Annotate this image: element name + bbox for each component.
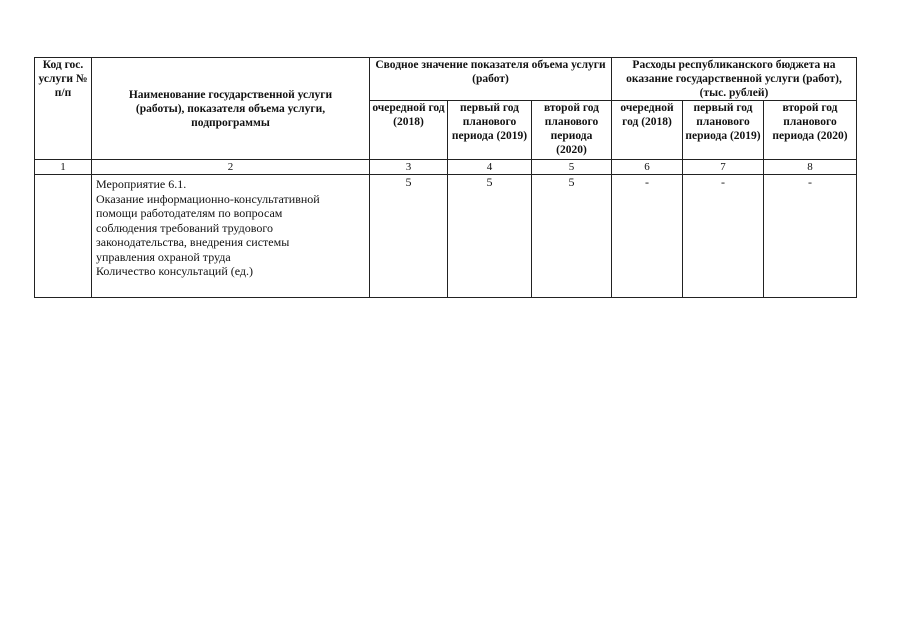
row-code [35, 175, 92, 298]
column-number: 3 [370, 160, 448, 175]
description-line: управления охраной труда [96, 249, 231, 264]
services-table [34, 57, 857, 298]
row-description [92, 175, 370, 298]
description-line: Оказание информационно-консультативной [96, 191, 320, 206]
column-number: 7 [683, 160, 764, 175]
value-expense-2019: - [683, 175, 764, 298]
header-volume-group: Сводное значение показателя объема услуги (работ) [370, 58, 612, 101]
value-volume-2018: 5 [370, 175, 448, 298]
column-number: 5 [532, 160, 612, 175]
column-number: 2 [92, 160, 370, 175]
value-volume-2020: 5 [532, 175, 612, 298]
column-number: 6 [612, 160, 683, 175]
header-expense-group: Расходы республиканского бюджета на оказание государственной услуги (работ), (тыс. рублей) [612, 58, 857, 101]
value-expense-2018: - [612, 175, 683, 298]
header-row-1 [35, 58, 857, 101]
header-volume-2019: первый год планового периода (2019) [448, 101, 532, 160]
description-line: соблюдения требований трудового [96, 220, 273, 235]
description-line: помощи работодателям по вопросам [96, 206, 283, 220]
header-expense-2020: второй год планового периода (2020) [764, 101, 857, 160]
header-code: Код гос. услуги № п/п [35, 58, 92, 160]
column-number-row [35, 160, 857, 175]
value-volume-2019: 5 [448, 175, 532, 298]
table-row [35, 175, 857, 298]
column-number: 4 [448, 160, 532, 175]
value-expense-2020: - [764, 175, 857, 298]
column-number: 1 [35, 160, 92, 175]
header-volume-2020: второй год планового периода (2020) [532, 101, 612, 160]
description-line: Мероприятие 6.1. [96, 177, 187, 191]
column-number: 8 [764, 160, 857, 175]
header-expense-2018: очередной год (2018) [612, 101, 683, 160]
description-line: Количество консультаций (ед.) [96, 264, 254, 278]
header-volume-2018: очередной год (2018) [370, 101, 448, 160]
header-name: Наименование государственной услуги (работы), показателя объема услуги, подпрограммы [92, 58, 370, 160]
description-line: законодательства, внедрения системы [96, 235, 290, 249]
header-expense-2019: первый год планового периода (2019) [683, 101, 764, 160]
